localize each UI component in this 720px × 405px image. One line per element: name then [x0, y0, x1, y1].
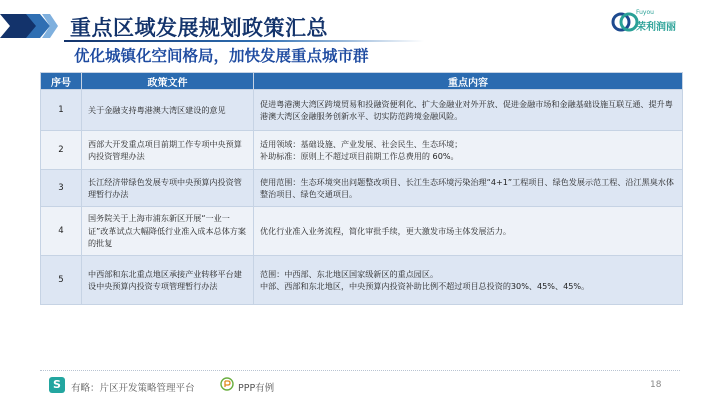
row-content-line: 补助标准：原则上不超过项目前期工作总费用的 60%。: [260, 151, 459, 161]
footer-ppp-text: PPP有例: [238, 383, 275, 394]
column-header-policy: 政策文件: [82, 73, 254, 90]
table-row: [41, 207, 683, 256]
page-title: 重点区域发展规划政策汇总: [70, 16, 328, 40]
table-row: [41, 131, 683, 170]
header-chevron-icon: [0, 11, 58, 41]
policy-table: [40, 72, 683, 305]
row-content: 优化行业准入业务流程，简化审批手续，更大激发市场主体发展活力。: [254, 207, 683, 256]
row-content: 促进粤港澳大湾区跨境贸易和投融资便利化、扩大金融业对外开放、促进金融市场和金融基础设施互联互通、提升粤港澳大湾区金融服务创新水平、切实防范跨境金融风险。: [254, 90, 683, 131]
footer-divider: [40, 370, 680, 371]
title-underline: [64, 40, 424, 42]
row-content: [254, 256, 683, 305]
row-content: [254, 131, 683, 170]
page-subtitle: 优化城镇化空间格局，加快发展重点城市群: [74, 47, 369, 65]
row-index: 2: [41, 131, 82, 170]
page-number: 18: [650, 380, 662, 390]
row-content: 使用范围：生态环境突出问题整改项目、长江生态环境污染治理“4+1”工程项目、绿色发展示范工程、沿江黑臭水体整治项目、绿色交通项目。: [254, 170, 683, 207]
row-policy: 西部大开发重点项目前期工作专项中央预算内投资管理办法: [82, 131, 254, 170]
row-policy: 关于金融支持粤港澳大湾区建设的意见: [82, 90, 254, 131]
row-index: 5: [41, 256, 82, 305]
footer-brand-text: 有略：片区开发策略管理平台: [71, 383, 195, 394]
table-header-row: [41, 73, 683, 90]
row-policy: 长江经济带绿色发展专项中央预算内投资管理暂行办法: [82, 170, 254, 207]
row-content-line: 中部、西部和东北地区，中央预算内投资补助比例不超过项目总投资的30%、45%、45%。: [260, 281, 590, 291]
column-header-index: 序号: [41, 73, 82, 90]
row-policy: 中西部和东北重点地区承接产业转移平台建设中央预算内投资专项管理暂行办法: [82, 256, 254, 305]
table-row: [41, 256, 683, 305]
row-index: 3: [41, 170, 82, 207]
row-index: 4: [41, 207, 82, 256]
row-index: 1: [41, 90, 82, 131]
row-policy: 国务院关于上海市浦东新区开展“一业一证”改革试点大幅降低行业准入成本总体方案的批复: [82, 207, 254, 256]
table-row: [41, 90, 683, 131]
row-content-line: 范围：中西部、东北地区国家级新区的重点园区。: [260, 268, 439, 279]
footer-brand-logo-icon: [49, 377, 65, 393]
ppp-logo-icon: [220, 377, 234, 391]
brand-logo-chinese: 荣利润丽: [636, 22, 676, 33]
footer-brand-logo-glyph: S: [53, 378, 61, 391]
row-content-line: 适用领域：基础设施、产业发展、社会民生、生态环境；: [260, 138, 463, 149]
column-header-content: 重点内容: [254, 73, 683, 90]
brand-logo-english: Fuyou: [636, 9, 654, 16]
table-row: [41, 170, 683, 207]
